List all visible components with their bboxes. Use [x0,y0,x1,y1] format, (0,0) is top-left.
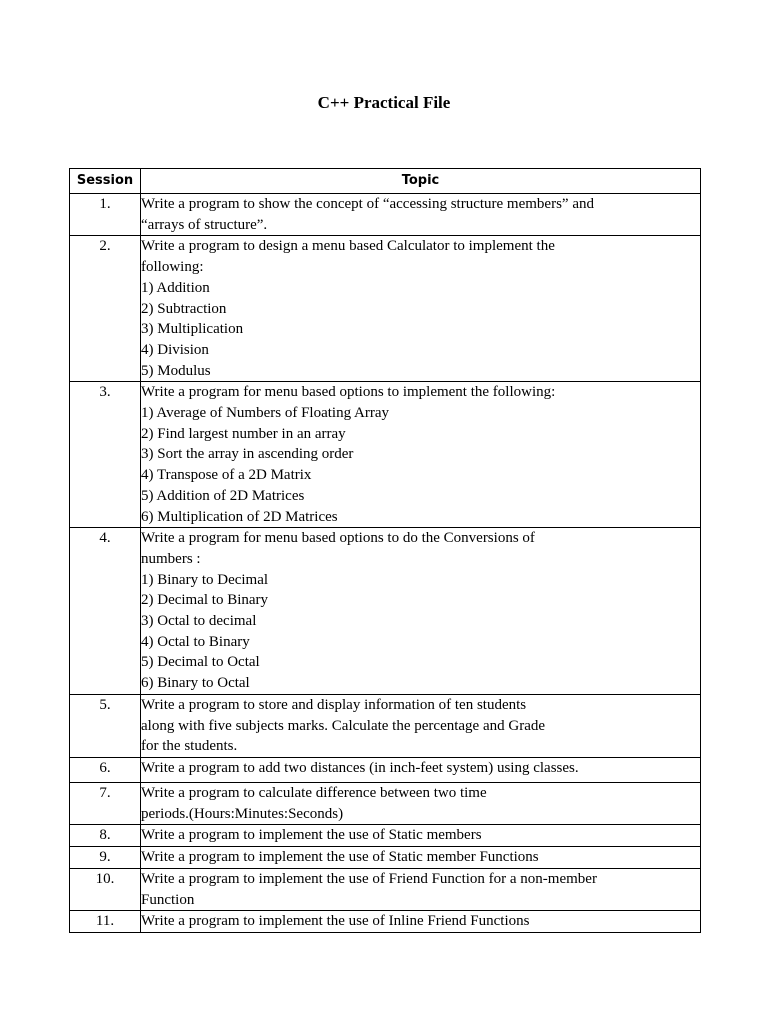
table-row [70,382,701,528]
topic-line: Write a program for menu based options to do the Conversions of [141,530,535,547]
page-title: C++ Practical File [317,93,451,112]
topic-cell [141,825,701,847]
session-number: 1. [70,194,141,236]
topic-cell [141,528,701,695]
topic-line: “arrays of structure”. [141,216,268,233]
topic-cell [141,694,701,757]
session-number: 11. [70,911,141,933]
table-row [70,757,701,782]
session-column-header: Session [70,169,141,194]
topic-cell [141,236,701,382]
topic-column-header: Topic [141,169,701,194]
topic-line: 4) Octal to Binary [141,633,250,650]
session-number: 9. [70,847,141,869]
session-number: 6. [70,757,141,782]
topic-line: Write a program to add two distances (in inch-feet system) using classes. [141,759,579,776]
session-number: 4. [70,528,141,695]
topic-line: 4) Transpose of a 2D Matrix [141,467,312,484]
topic-cell [141,911,701,933]
topic-cell [141,847,701,869]
topic-cell [141,194,701,236]
topic-line: 1) Binary to Decimal [141,571,269,588]
topic-cell [141,382,701,528]
topic-cell [141,868,701,910]
table-row [70,782,701,824]
topic-cell [141,782,701,824]
topic-line: Write a program to show the concept of “accessing structure members” and [141,196,594,212]
topic-line: for the students. [141,738,238,755]
topic-line: periods.(Hours:Minutes:Seconds) [141,805,344,822]
topic-line: 5) Decimal to Octal [141,654,260,671]
topic-line: 2) Decimal to Binary [141,592,269,609]
table-row [70,694,701,757]
topic-line: Function [141,891,195,908]
topic-line: following: [141,259,204,276]
practical-sessions-table [69,168,701,933]
topic-line: Write a program to implement the use of Static member Functions [141,849,539,866]
session-number: 2. [70,236,141,382]
session-number: 8. [70,825,141,847]
topic-line: Write a program to calculate difference between two time [141,784,487,801]
table-row [70,194,701,236]
table-header-row [70,169,701,194]
table-row [70,847,701,869]
topic-line: 6) Multiplication of 2D Matrices [141,508,338,525]
topic-line: Write a program to store and display information of ten students [141,696,527,713]
topic-line: Write a program to design a menu based Calculator to implement the [141,238,555,255]
topic-line: 2) Find largest number in an array [141,425,346,442]
topic-line: 3) Multiplication [141,321,244,338]
topic-line: 3) Octal to decimal [141,613,257,630]
table-row [70,868,701,910]
topic-line: 6) Binary to Octal [141,675,250,692]
topic-line: Write a program to implement the use of Friend Function for a non-member [141,870,597,887]
session-number: 10. [70,868,141,910]
topic-line: 4) Division [141,341,209,358]
topic-line: 3) Sort the array in ascending order [141,446,354,463]
topic-line: 5) Addition of 2D Matrices [141,487,305,504]
session-number: 5. [70,694,141,757]
session-number: 7. [70,782,141,824]
topic-line: 1) Addition [141,279,210,296]
topic-line: 5) Modulus [141,362,211,379]
topic-cell [141,757,701,782]
topic-line: along with five subjects marks. Calculate the percentage and Grade [141,717,546,734]
topic-line: Write a program for menu based options to implement the following: [141,384,556,401]
table-row [70,236,701,382]
table-row [70,528,701,695]
session-number: 3. [70,382,141,528]
topic-line: 2) Subtraction [141,300,227,317]
topic-line: Write a program to implement the use of Static members [141,827,482,844]
topic-line: numbers : [141,550,201,567]
table-row [70,825,701,847]
table-row [70,911,701,933]
topic-line: Write a program to implement the use of Inline Friend Functions [141,913,530,930]
topic-line: 1) Average of Numbers of Floating Array [141,405,389,422]
